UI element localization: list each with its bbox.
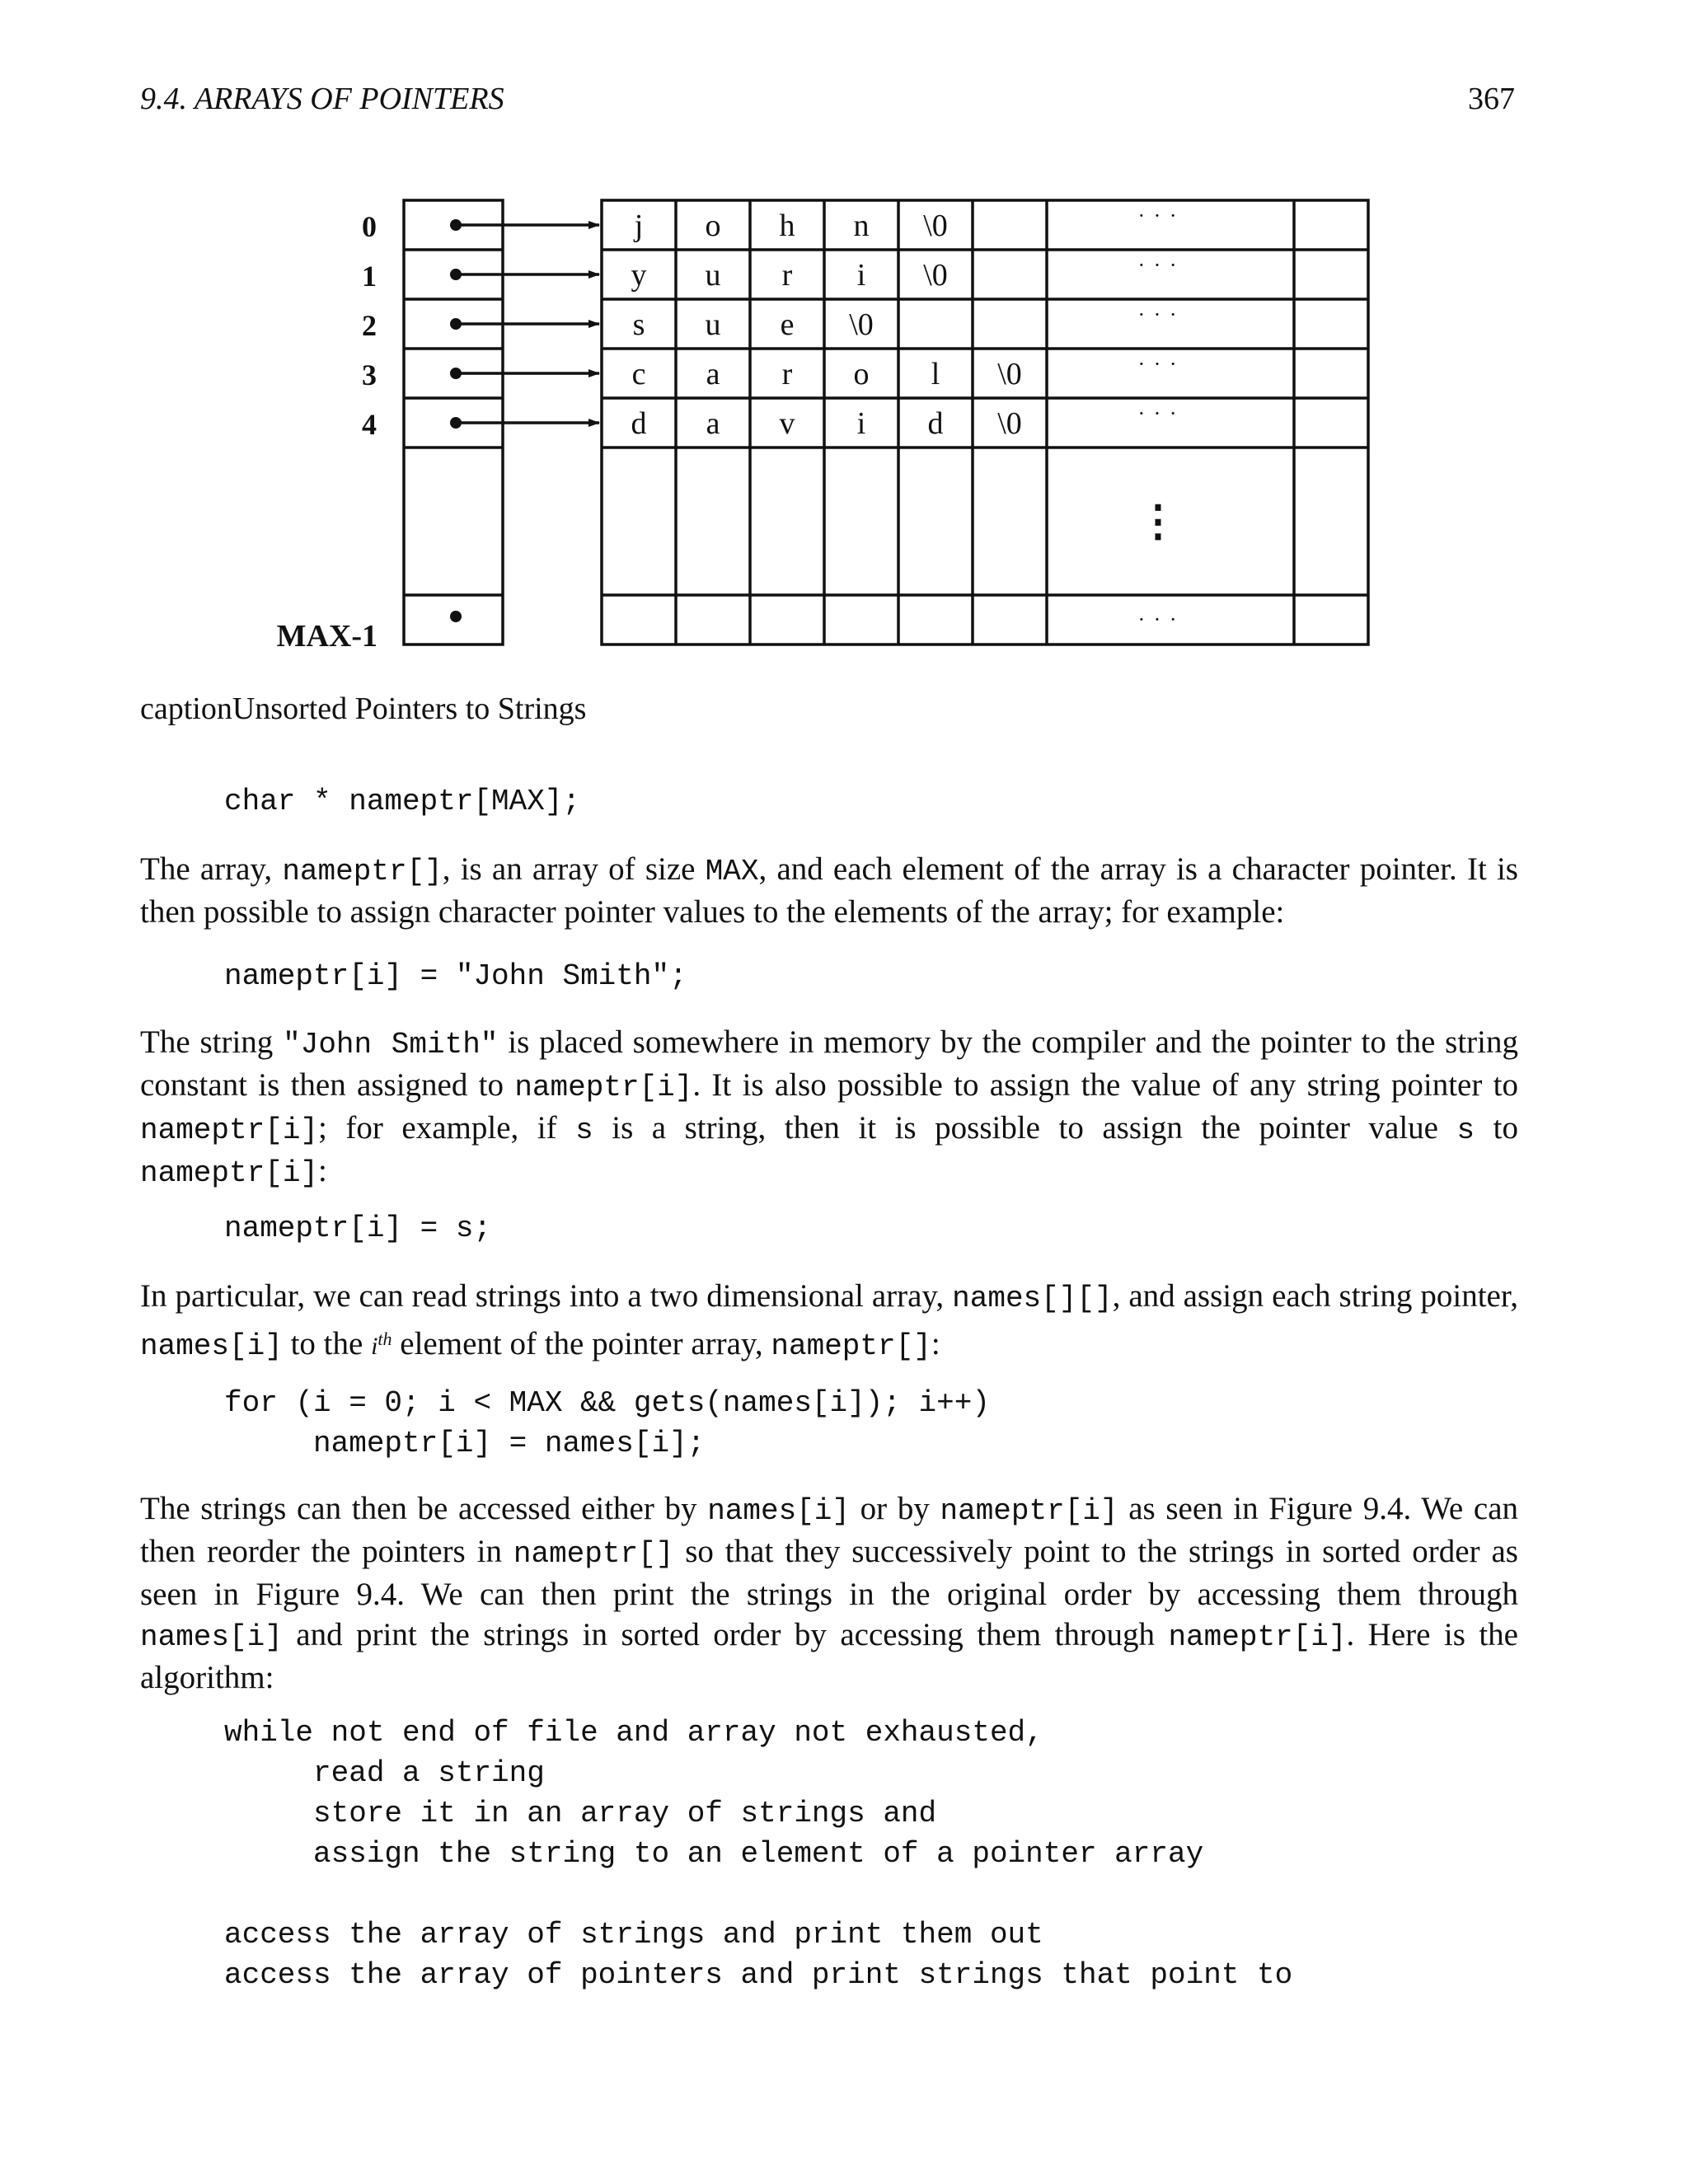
string-char: u — [705, 307, 721, 342]
paragraph-4: The strings can then be accessed either by names[i] or by nameptr[i] as seen in Figure 9.4. We can then reorder the pointers in nameptr[] so that they successively point to the strings in sorted order as seen in Figure 9.4. We can then print the strings in the original order by accessing them through names[i] and print the strings in sorted order by accessing them through nameptr[i]. Here is the algorithm: — [140, 1491, 1518, 1695]
string-char: u — [705, 258, 721, 293]
string-char: l — [931, 357, 940, 391]
string-char: i — [856, 258, 866, 293]
string-char: r — [781, 357, 793, 391]
string-char: y — [631, 258, 647, 293]
string-char: s — [632, 307, 645, 342]
running-head: 9.4. ARRAYS OF POINTERS — [140, 82, 504, 116]
string-char: \0 — [923, 209, 948, 243]
string-char: j — [634, 209, 644, 243]
ellipsis: · · · — [1137, 401, 1179, 425]
string-char: a — [706, 406, 720, 441]
string-char: e — [780, 307, 795, 342]
row-index-label: 2 — [362, 309, 377, 342]
code-declaration: char * nameptr[MAX]; — [224, 785, 581, 818]
string-char: h — [779, 209, 795, 243]
string-char: r — [781, 258, 793, 293]
ellipsis: · · · — [1137, 607, 1179, 631]
row-index-label: 4 — [362, 408, 377, 441]
string-char: o — [853, 357, 870, 391]
code-read-loop: for (i = 0; i < MAX && gets(names[i]); i++) nameptr[i] = names[i]; — [224, 1386, 990, 1460]
code-algorithm: while not end of file and array not exhausted, read a string store it in an array of strings and assign the string to an element of a pointer array access the array of strings and print them out access the array of pointers and print strings that point to — [224, 1716, 1293, 1992]
ellipsis: · · · — [1137, 253, 1179, 277]
string-char: n — [853, 209, 870, 243]
max-index-label: MAX-1 — [276, 619, 377, 654]
paragraph-2: The string "John Smith" is placed somewhere in memory by the compiler and the pointer to the string constant is then assigned to nameptr[i]. It is also possible to assign the value of any string pointer to nameptr[i]; for example, if s is a string, then it is possible to assign the pointer value s to nameptr[i]: — [140, 1024, 1518, 1190]
pointer-dot — [450, 611, 462, 622]
row-index-label: 3 — [362, 359, 377, 391]
paragraph-1: The array, nameptr[], is an array of size MAX, and each element of the array is a character pointer. It is then possible to assign character pointer values to the elements of the array; for example: — [140, 851, 1518, 930]
ellipsis: · · · — [1137, 204, 1179, 227]
code-assign-literal: nameptr[i] = "John Smith"; — [224, 959, 687, 993]
figure-caption: captionUnsorted Pointers to Strings — [140, 691, 587, 726]
string-char: d — [927, 406, 944, 441]
row-index-label: 0 — [362, 210, 377, 243]
vertical-ellipsis: ⋮ — [1137, 499, 1179, 546]
pointer-array-figure — [0, 0, 1688, 676]
string-char: d — [631, 406, 647, 441]
code-assign-string: nameptr[i] = s; — [224, 1212, 492, 1245]
paragraph-3: In particular, we can read strings into a two dimensional array, names[][], and assign each string pointer, names[i] to the $i^{th}$ element of the pointer array, nameptr[]: — [140, 1278, 1519, 1363]
page-number: 367 — [1468, 82, 1515, 116]
string-char: i — [856, 406, 866, 441]
row-index-label: 1 — [362, 260, 377, 293]
string-char: \0 — [997, 406, 1022, 441]
string-char: a — [706, 357, 720, 391]
string-char: v — [779, 406, 795, 441]
string-char: o — [705, 209, 721, 243]
string-char: \0 — [923, 258, 948, 293]
string-char: c — [631, 357, 646, 391]
string-char: \0 — [997, 357, 1022, 391]
ellipsis: · · · — [1137, 302, 1179, 326]
string-char: \0 — [849, 307, 874, 342]
ellipsis: · · · — [1137, 352, 1179, 376]
